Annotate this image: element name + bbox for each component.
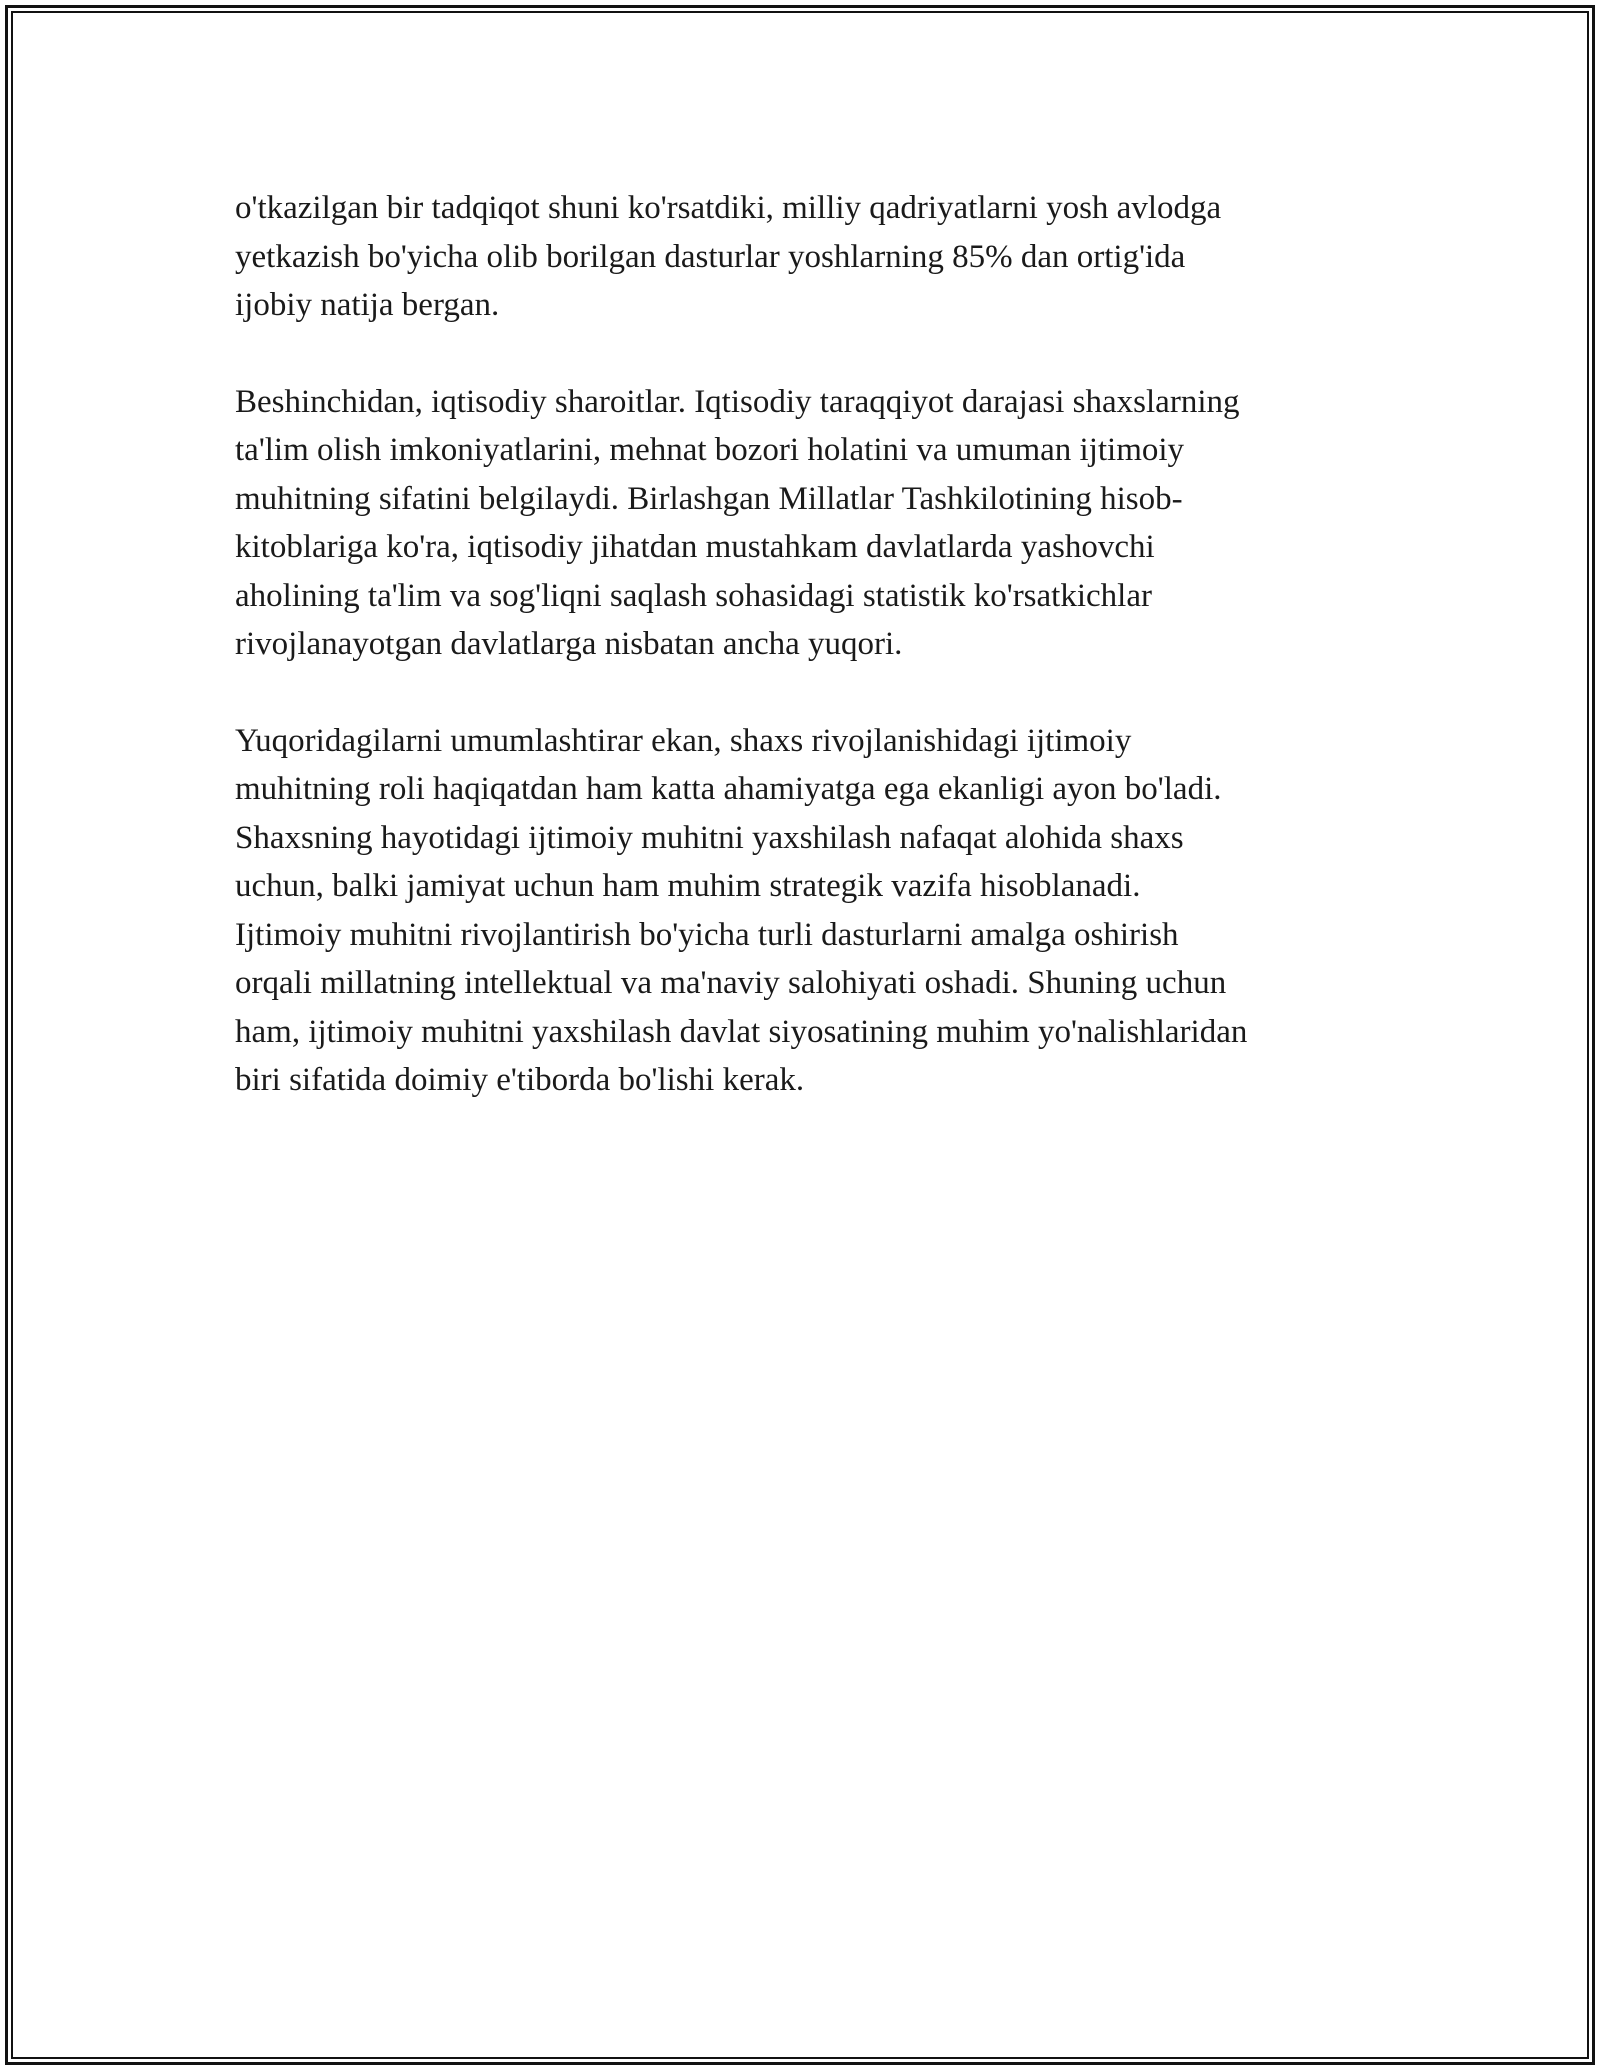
paragraph-continuation xyxy=(235,184,1375,330)
text-line: o'tkazilgan bir tadqiqot shuni ko'rsatdiki, milliy qadriyatlarni yosh avlodga xyxy=(235,190,1222,226)
text-line: uchun, balki jamiyat uchun ham muhim strategik vazifa hisoblanadi. xyxy=(235,868,1141,904)
text-line: Shaxsning hayotidagi ijtimoiy muhitni yaxshilash nafaqat alohida shaxs xyxy=(235,819,1184,856)
paragraph-economic-conditions xyxy=(235,378,1375,669)
text-line: ham, ijtimoiy muhitni yaxshilash davlat siyosatining muhim yo'nalishlaridan xyxy=(235,1013,1248,1050)
text-line: muhitning roli haqiqatdan ham katta ahamiyatga ega ekanligi ayon bo'ladi. xyxy=(235,771,1222,807)
text-line: Ijtimoiy muhitni rivojlantirish bo'yicha turli dasturlarni amalga oshirish xyxy=(235,916,1179,953)
text-line: aholining ta'lim va sog'liqni saqlash sohasidagi statistik ko'rsatkichlar xyxy=(235,577,1152,614)
text-line: ta'lim olish imkoniyatlarini, mehnat bozori holatini va umuman ijtimoiy xyxy=(235,432,1185,468)
text-line: muhitning sifatini belgilaydi. Birlashgan Millatlar Tashkilotining hisob- xyxy=(235,480,1183,517)
text-line: orqali millatning intellektual va ma'naviy salohiyati oshadi. Shuning uchun xyxy=(235,965,1227,1001)
paragraph-conclusion xyxy=(235,717,1375,1105)
text-line: biri sifatida doimiy e'tiborda bo'lishi kerak. xyxy=(235,1062,805,1098)
text-line: Yuqoridagilarni umumlashtirar ekan, shaxs rivojlanishidagi ijtimoiy xyxy=(235,722,1132,759)
text-line: rivojlanayotgan davlatlarga nisbatan ancha yuqori. xyxy=(235,626,903,662)
text-line: ijobiy natija bergan. xyxy=(235,287,500,323)
text-line: kitoblariga ko'ra, iqtisodiy jihatdan mustahkam davlatlarda yashovchi xyxy=(235,529,1155,565)
text-line: yetkazish bo'yicha olib borilgan dasturlar yoshlarning 85% dan ortig'ida xyxy=(235,238,1186,275)
document-body xyxy=(235,184,1375,1153)
text-line: Beshinchidan, iqtisodiy sharoitlar. Iqtisodiy taraqqiyot darajasi shaxslarning xyxy=(235,383,1240,420)
